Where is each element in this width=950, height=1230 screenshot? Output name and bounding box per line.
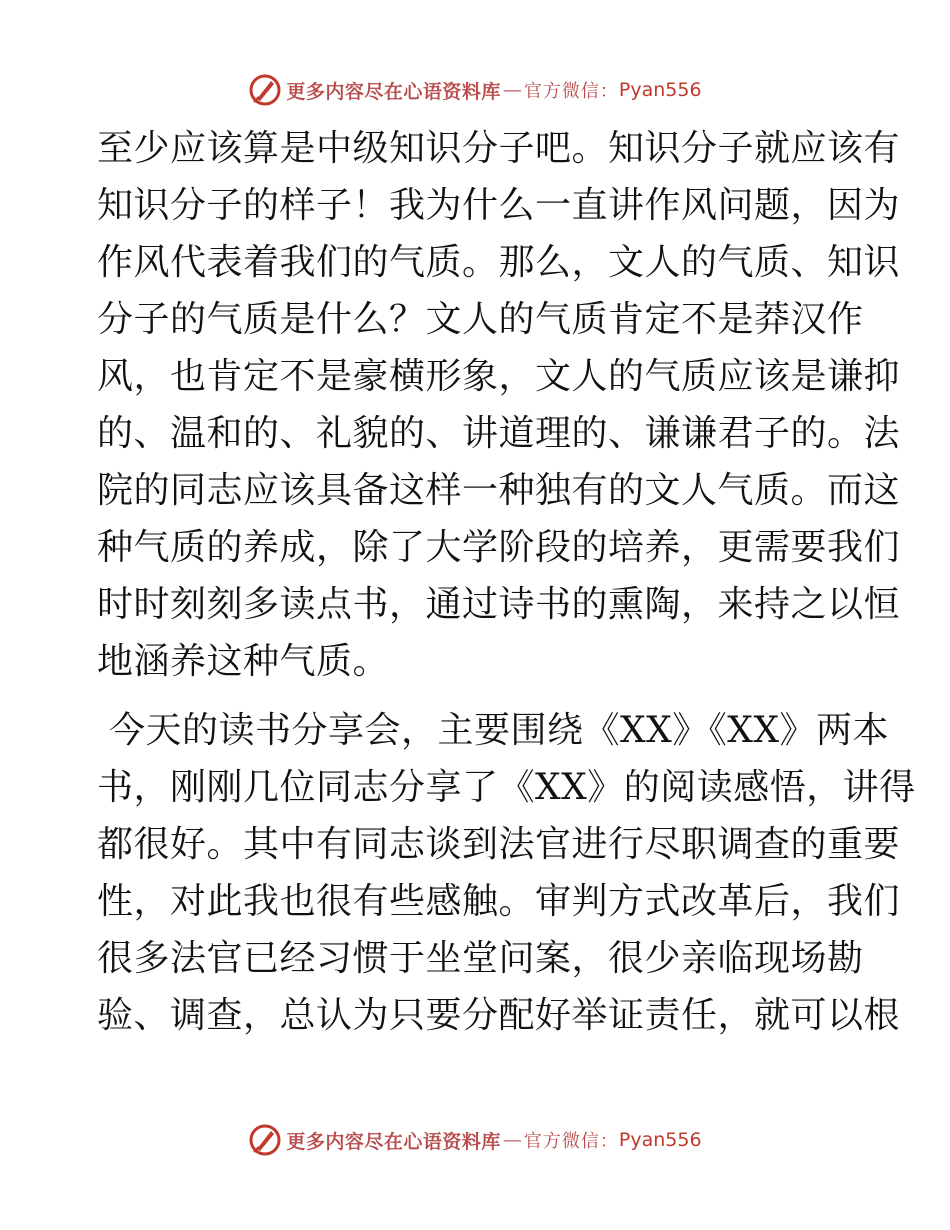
footer-wechat-label: 官方微信： (523, 1131, 619, 1152)
text-line: 书，刚刚几位同志分享了《XX》的阅读感悟，讲得 (97, 767, 916, 808)
paragraph-2 (97, 702, 916, 1044)
text-line: 验、调查，总认为只要分配好举证责任，就可以根 (97, 995, 901, 1036)
header-separator: — (502, 79, 522, 101)
footer-wechat-id: Pyan556 (618, 1129, 702, 1151)
text-line: 很多法官已经习惯于坐堂问案，很少亲临现场勘 (97, 938, 864, 979)
text-line: 至少应该算是中级知识分子吧。知识分子就应该有 (97, 128, 901, 169)
text-line: 种气质的养成，除了大学阶段的培养，更需要我们 (97, 527, 901, 568)
header-site-name: 更多内容尽在心语资料库 (286, 80, 501, 103)
text-line: 地涵养这种气质。 (97, 641, 390, 682)
text-line: 风，也肯定不是豪横形象，文人的气质应该是谦抑 (97, 356, 901, 397)
header-wechat-label: 官方微信： (523, 81, 619, 102)
paragraph-gap (97, 690, 857, 702)
text-line: 作风代表着我们的气质。那么，文人的气质、知识 (97, 242, 901, 283)
document-body (97, 120, 916, 1044)
text-line: 都很好。其中有同志谈到法官进行尽职调查的重要 (97, 824, 901, 865)
footer-separator: — (502, 1129, 522, 1151)
header-wechat-id: Pyan556 (618, 79, 702, 101)
text-line: 时时刻刻多读点书，通过诗书的熏陶，来持之以恒 (97, 584, 901, 625)
footer-banner (0, 1120, 950, 1160)
text-line: 院的同志应该具备这样一种独有的文人气质。而这 (97, 470, 901, 511)
text-line: 的、温和的、礼貌的、讲道理的、谦谦君子的。法 (97, 413, 901, 454)
paragraph-1 (97, 120, 901, 690)
text-line: 性，对此我也很有些感触。审判方式改革后，我们 (97, 881, 901, 922)
text-line: 今天的读书分享会，主要围绕《XX》《XX》两本 (97, 710, 889, 751)
quill-logo-icon (248, 73, 282, 107)
footer-site-name: 更多内容尽在心语资料库 (286, 1130, 501, 1153)
quill-logo-icon (248, 1123, 282, 1157)
header-banner (0, 70, 950, 110)
text-line: 分子的气质是什么？文人的气质肯定不是莽汉作 (97, 299, 864, 340)
text-line: 知识分子的样子！我为什么一直讲作风问题，因为 (97, 185, 901, 226)
